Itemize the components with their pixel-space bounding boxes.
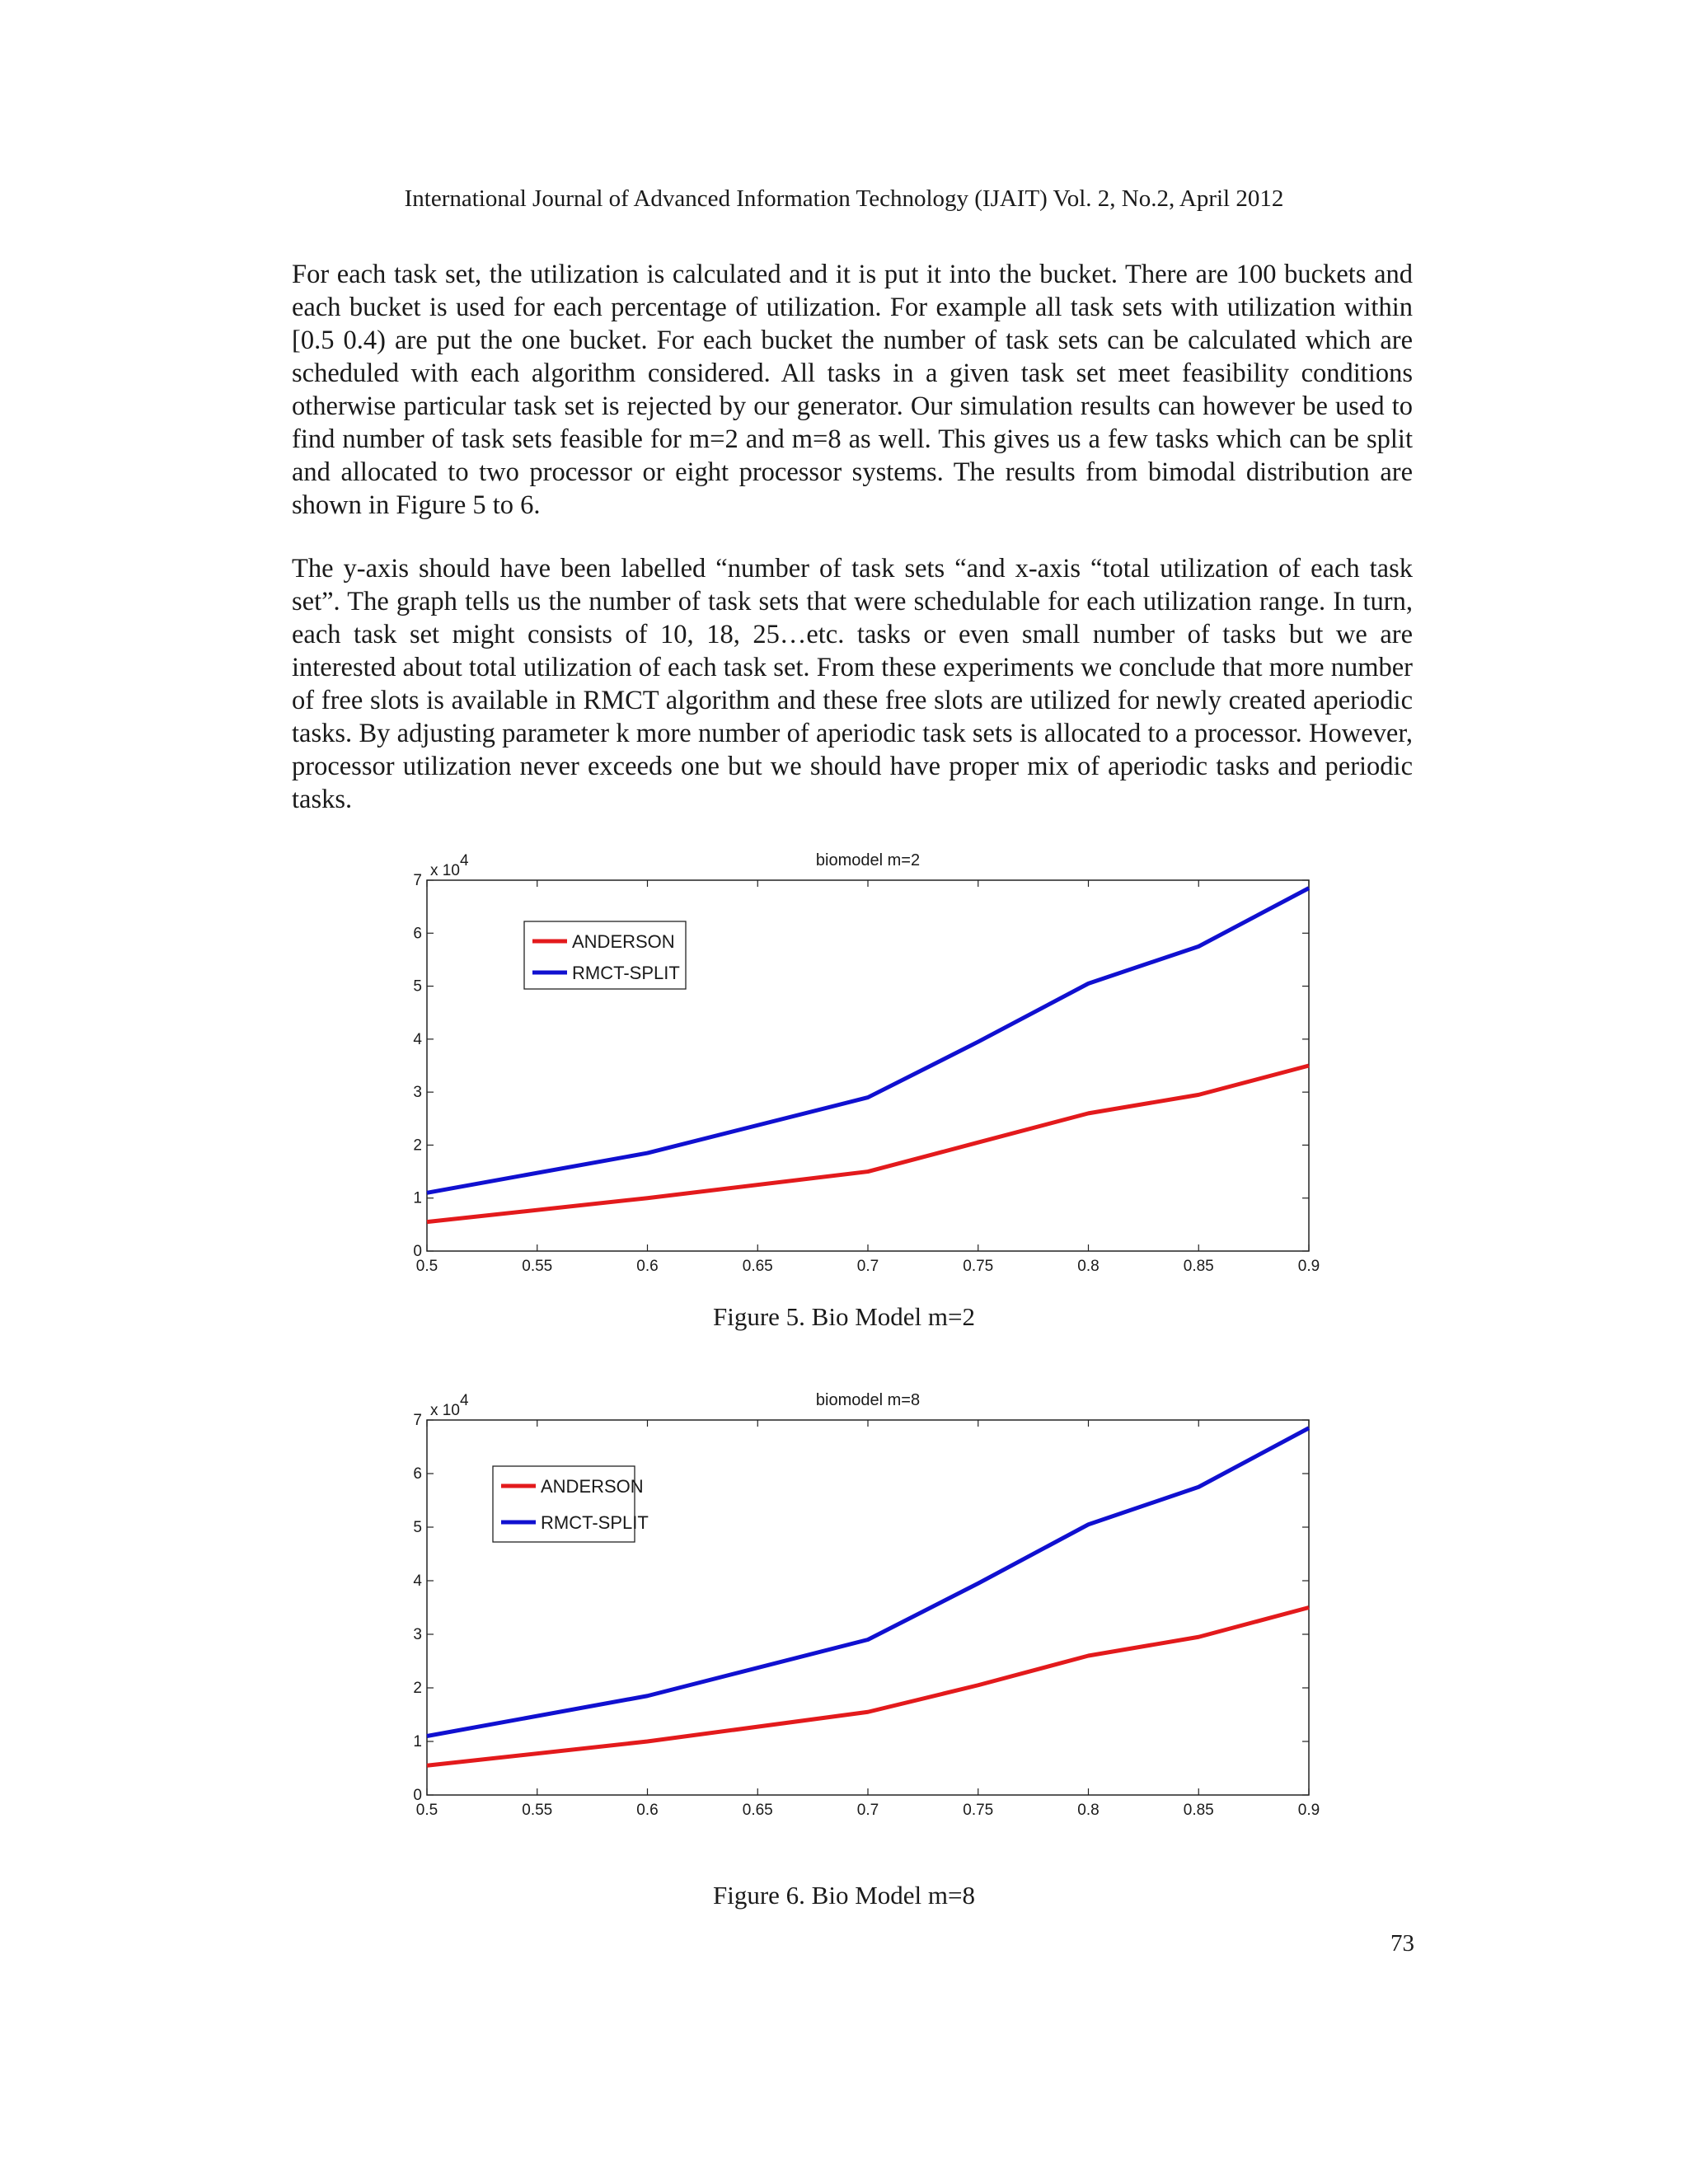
journal-header: International Journal of Advanced Information Technology (IJAIT) Vol. 2, No.2, April 2012 [404, 185, 1284, 212]
x-tick-label: 0.8 [1077, 1802, 1100, 1819]
figure-5-chart [363, 832, 1319, 1277]
y-exponent: 4 [460, 852, 469, 869]
x-tick-label: 0.9 [1297, 1258, 1320, 1275]
legend-label: ANDERSON [541, 1476, 644, 1497]
chart-legend [493, 1466, 649, 1542]
x-tick-label: 0.8 [1077, 1258, 1100, 1275]
y-tick-label: 1 [413, 1189, 422, 1207]
paragraph-1: For each task set, the utilization is calculated and it is put it into the bucket. There are 100 buckets and each bucket is used for each percentage of utilization. For example all task sets with utilization within [0.5 0.4) are put the one bucket. For each bucket the number of task sets can be calculated which are scheduled with each algorithm considered. All tasks in a given task set meet feasibility conditions otherwise particular task set is rejected by our generator. Our simulation results can however be used to find number of task sets feasible for m=2 and m=8 as well. This gives us a few tasks which can be split and allocated to two processor or eight processor systems. The results from bimodal distribution are shown in Figure 5 to 6. [292, 260, 1413, 520]
figure-6-svg [363, 1372, 1319, 1821]
y-tick-label: 1 [413, 1733, 422, 1750]
series-line-anderson [427, 1608, 1309, 1766]
y-tick-label: 0 [413, 1787, 422, 1804]
y-tick-label: 0 [413, 1243, 422, 1260]
y-tick-label: 3 [413, 1626, 422, 1643]
y-tick-label: 5 [413, 977, 422, 996]
figure-6-caption: Figure 6. Bio Model m=8 [712, 1881, 975, 1910]
y-tick-label: 2 [413, 1680, 422, 1697]
legend-label: RMCT-SPLIT [572, 963, 680, 983]
x-tick-label: 0.85 [1183, 1802, 1214, 1819]
figure-6-chart [363, 1372, 1319, 1821]
legend-label: RMCT-SPLIT [541, 1512, 649, 1533]
figure-5-svg [363, 832, 1319, 1277]
x-tick-label: 0.65 [742, 1258, 773, 1275]
y-exponent: 4 [460, 1392, 469, 1409]
y-tick-label: 7 [413, 872, 422, 889]
x-tick-label: 0.75 [963, 1258, 994, 1275]
y-tick-label: 4 [413, 1030, 422, 1048]
figure-5-caption: Figure 5. Bio Model m=2 [712, 1302, 975, 1331]
paragraph-2: The y-axis should have been labelled “number of task sets “and x-axis “total utilization of each task set”. The graph tells us the number of task sets that were schedulable for each utilization range. In turn, each task set might consists of 10, 18, 25…etc. tasks or even small number of tasks but we are interested about total utilization of each task set. From these experiments we conclude that more number of free slots is available in RMCT algorithm and these free slots are utilized for newly created aperiodic tasks. By adjusting parameter k more number of aperiodic task sets is allocated to a processor. However, processor utilization never exceeds one but we should have proper mix of aperiodic tasks and periodic tasks. [292, 554, 1413, 814]
legend-label: ANDERSON [572, 931, 675, 952]
x-tick-label: 0.65 [742, 1802, 773, 1819]
y-tick-label: 7 [413, 1412, 422, 1429]
chart-legend [524, 921, 686, 989]
y-exponent-label: x 10 [430, 862, 460, 879]
x-tick-label: 0.85 [1183, 1258, 1214, 1275]
x-tick-label: 0.55 [522, 1258, 553, 1275]
y-exponent-label: x 10 [430, 1402, 460, 1419]
x-tick-label: 0.7 [856, 1802, 879, 1819]
chart-title: biomodel m=2 [815, 851, 921, 869]
x-tick-label: 0.6 [636, 1802, 659, 1819]
x-tick-label: 0.75 [963, 1802, 994, 1819]
y-tick-label: 6 [413, 925, 422, 943]
chart-title: biomodel m=8 [815, 1391, 921, 1409]
x-tick-label: 0.55 [522, 1802, 553, 1819]
x-tick-label: 0.9 [1297, 1802, 1320, 1819]
series-line-anderson [427, 1066, 1309, 1222]
y-tick-label: 6 [413, 1465, 422, 1483]
y-tick-label: 5 [413, 1519, 422, 1536]
y-tick-label: 2 [413, 1137, 422, 1155]
x-tick-label: 0.7 [856, 1258, 879, 1275]
page-number: 73 [1390, 1930, 1414, 1957]
y-tick-label: 3 [413, 1084, 422, 1102]
x-tick-label: 0.5 [415, 1802, 438, 1819]
y-tick-label: 4 [413, 1572, 422, 1590]
x-tick-label: 0.6 [636, 1258, 659, 1275]
x-tick-label: 0.5 [415, 1258, 438, 1275]
